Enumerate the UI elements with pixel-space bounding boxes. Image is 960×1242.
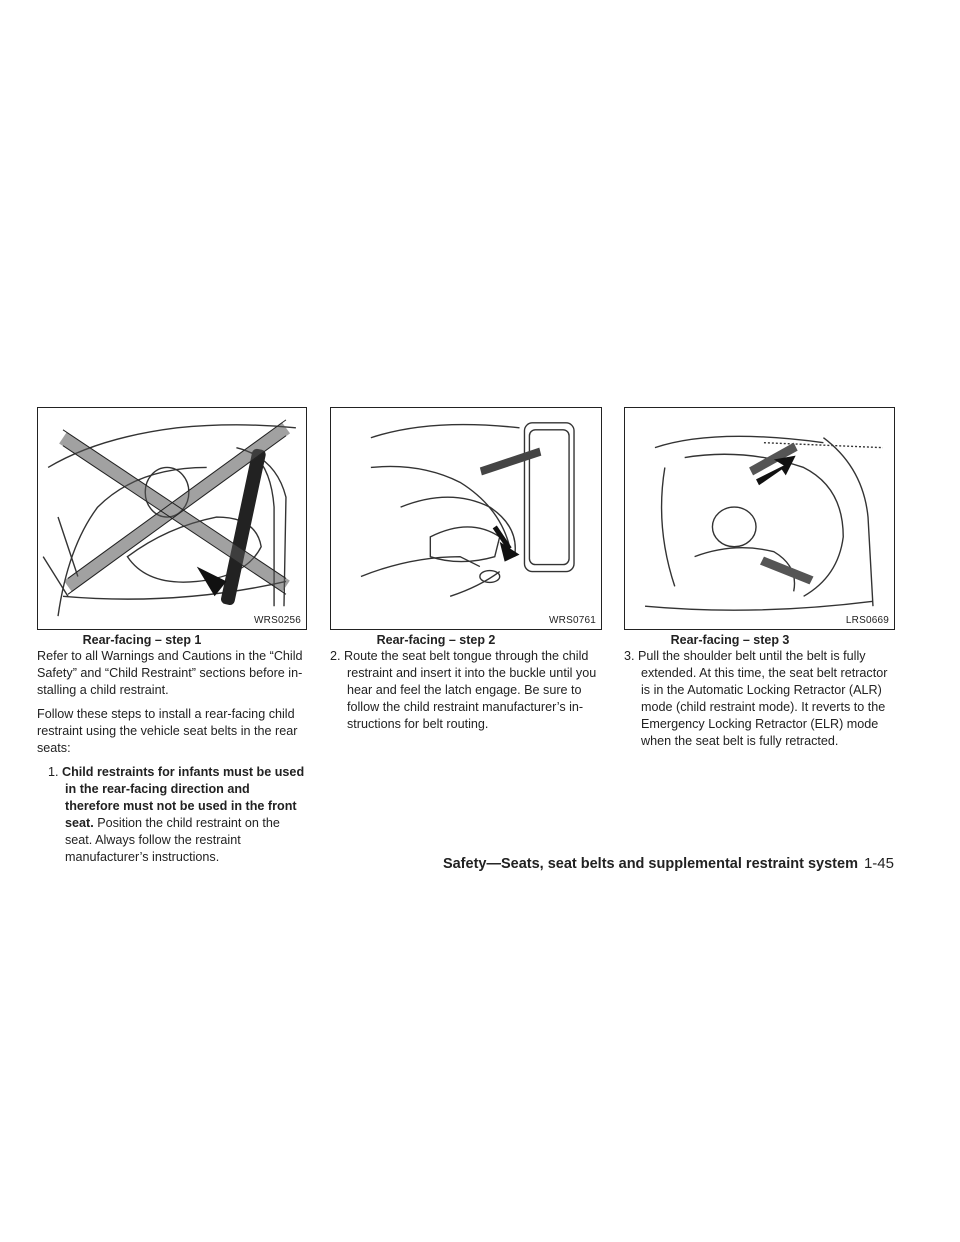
illustration-buckle-insertion xyxy=(331,408,601,629)
figure-caption-step2: Rear-facing – step 2 xyxy=(376,633,496,647)
step-2-text: Route the seat belt tongue through the child restraint and insert it into the buckle until you hear and feel the latch engage. Be sure to follow the child restraint manufacturer’s in- structions for belt routing. xyxy=(344,649,597,731)
figure-rear-facing-step2 xyxy=(330,407,602,630)
step-3 xyxy=(624,648,895,750)
figure-code: WRS0256 xyxy=(254,615,301,626)
figure-caption-step3: Rear-facing – step 3 xyxy=(670,633,790,647)
text-column-1 xyxy=(37,648,307,873)
steps-intro-paragraph: Follow these steps to install a rear-facing child restraint using the vehicle seat belts in the rear seats: xyxy=(37,707,298,755)
figure-code: WRS0761 xyxy=(549,615,596,626)
step-3-text: Pull the shoulder belt until the belt is fully extended. At this time, the seat belt retractor is in the Automatic Locking Retractor (ALR) mode (child restraint mode). It reverts to the Emergency Locking Retractor (ELR) mode when the seat belt is fully retracted. xyxy=(638,649,888,748)
figure-rear-facing-step1 xyxy=(37,407,307,630)
illustration-belt-extension xyxy=(625,408,894,629)
text-column-2 xyxy=(330,648,602,740)
text-column-3 xyxy=(624,648,895,757)
step-2-number: 2. xyxy=(330,649,341,663)
intro-paragraph: Refer to all Warnings and Cautions in the “Child Safety” and “Child Restraint” sections before in- stalling a child restraint. xyxy=(37,649,303,697)
step-2 xyxy=(330,648,602,733)
figure-rear-facing-step3 xyxy=(624,407,895,630)
figure-caption-step1: Rear-facing – step 1 xyxy=(82,633,202,647)
page-footer xyxy=(443,855,894,872)
step-1-text: Position the child restraint on the seat. Always follow the restraint manufacturer’s instructions. xyxy=(65,816,280,864)
footer-section-title: Safety—Seats, seat belts and supplemental restraint system xyxy=(442,856,858,872)
page-number: 1-45 xyxy=(863,855,894,872)
step-3-number: 3. xyxy=(624,649,635,663)
step-1 xyxy=(37,764,307,866)
step-1-warning: Child restraints for infants must be used in the rear-facing direction and therefore must not be used in the front seat. xyxy=(62,765,305,830)
figure-code: LRS0669 xyxy=(845,615,889,626)
illustration-front-seat-warning xyxy=(38,408,306,629)
step-1-number: 1. xyxy=(48,765,59,779)
